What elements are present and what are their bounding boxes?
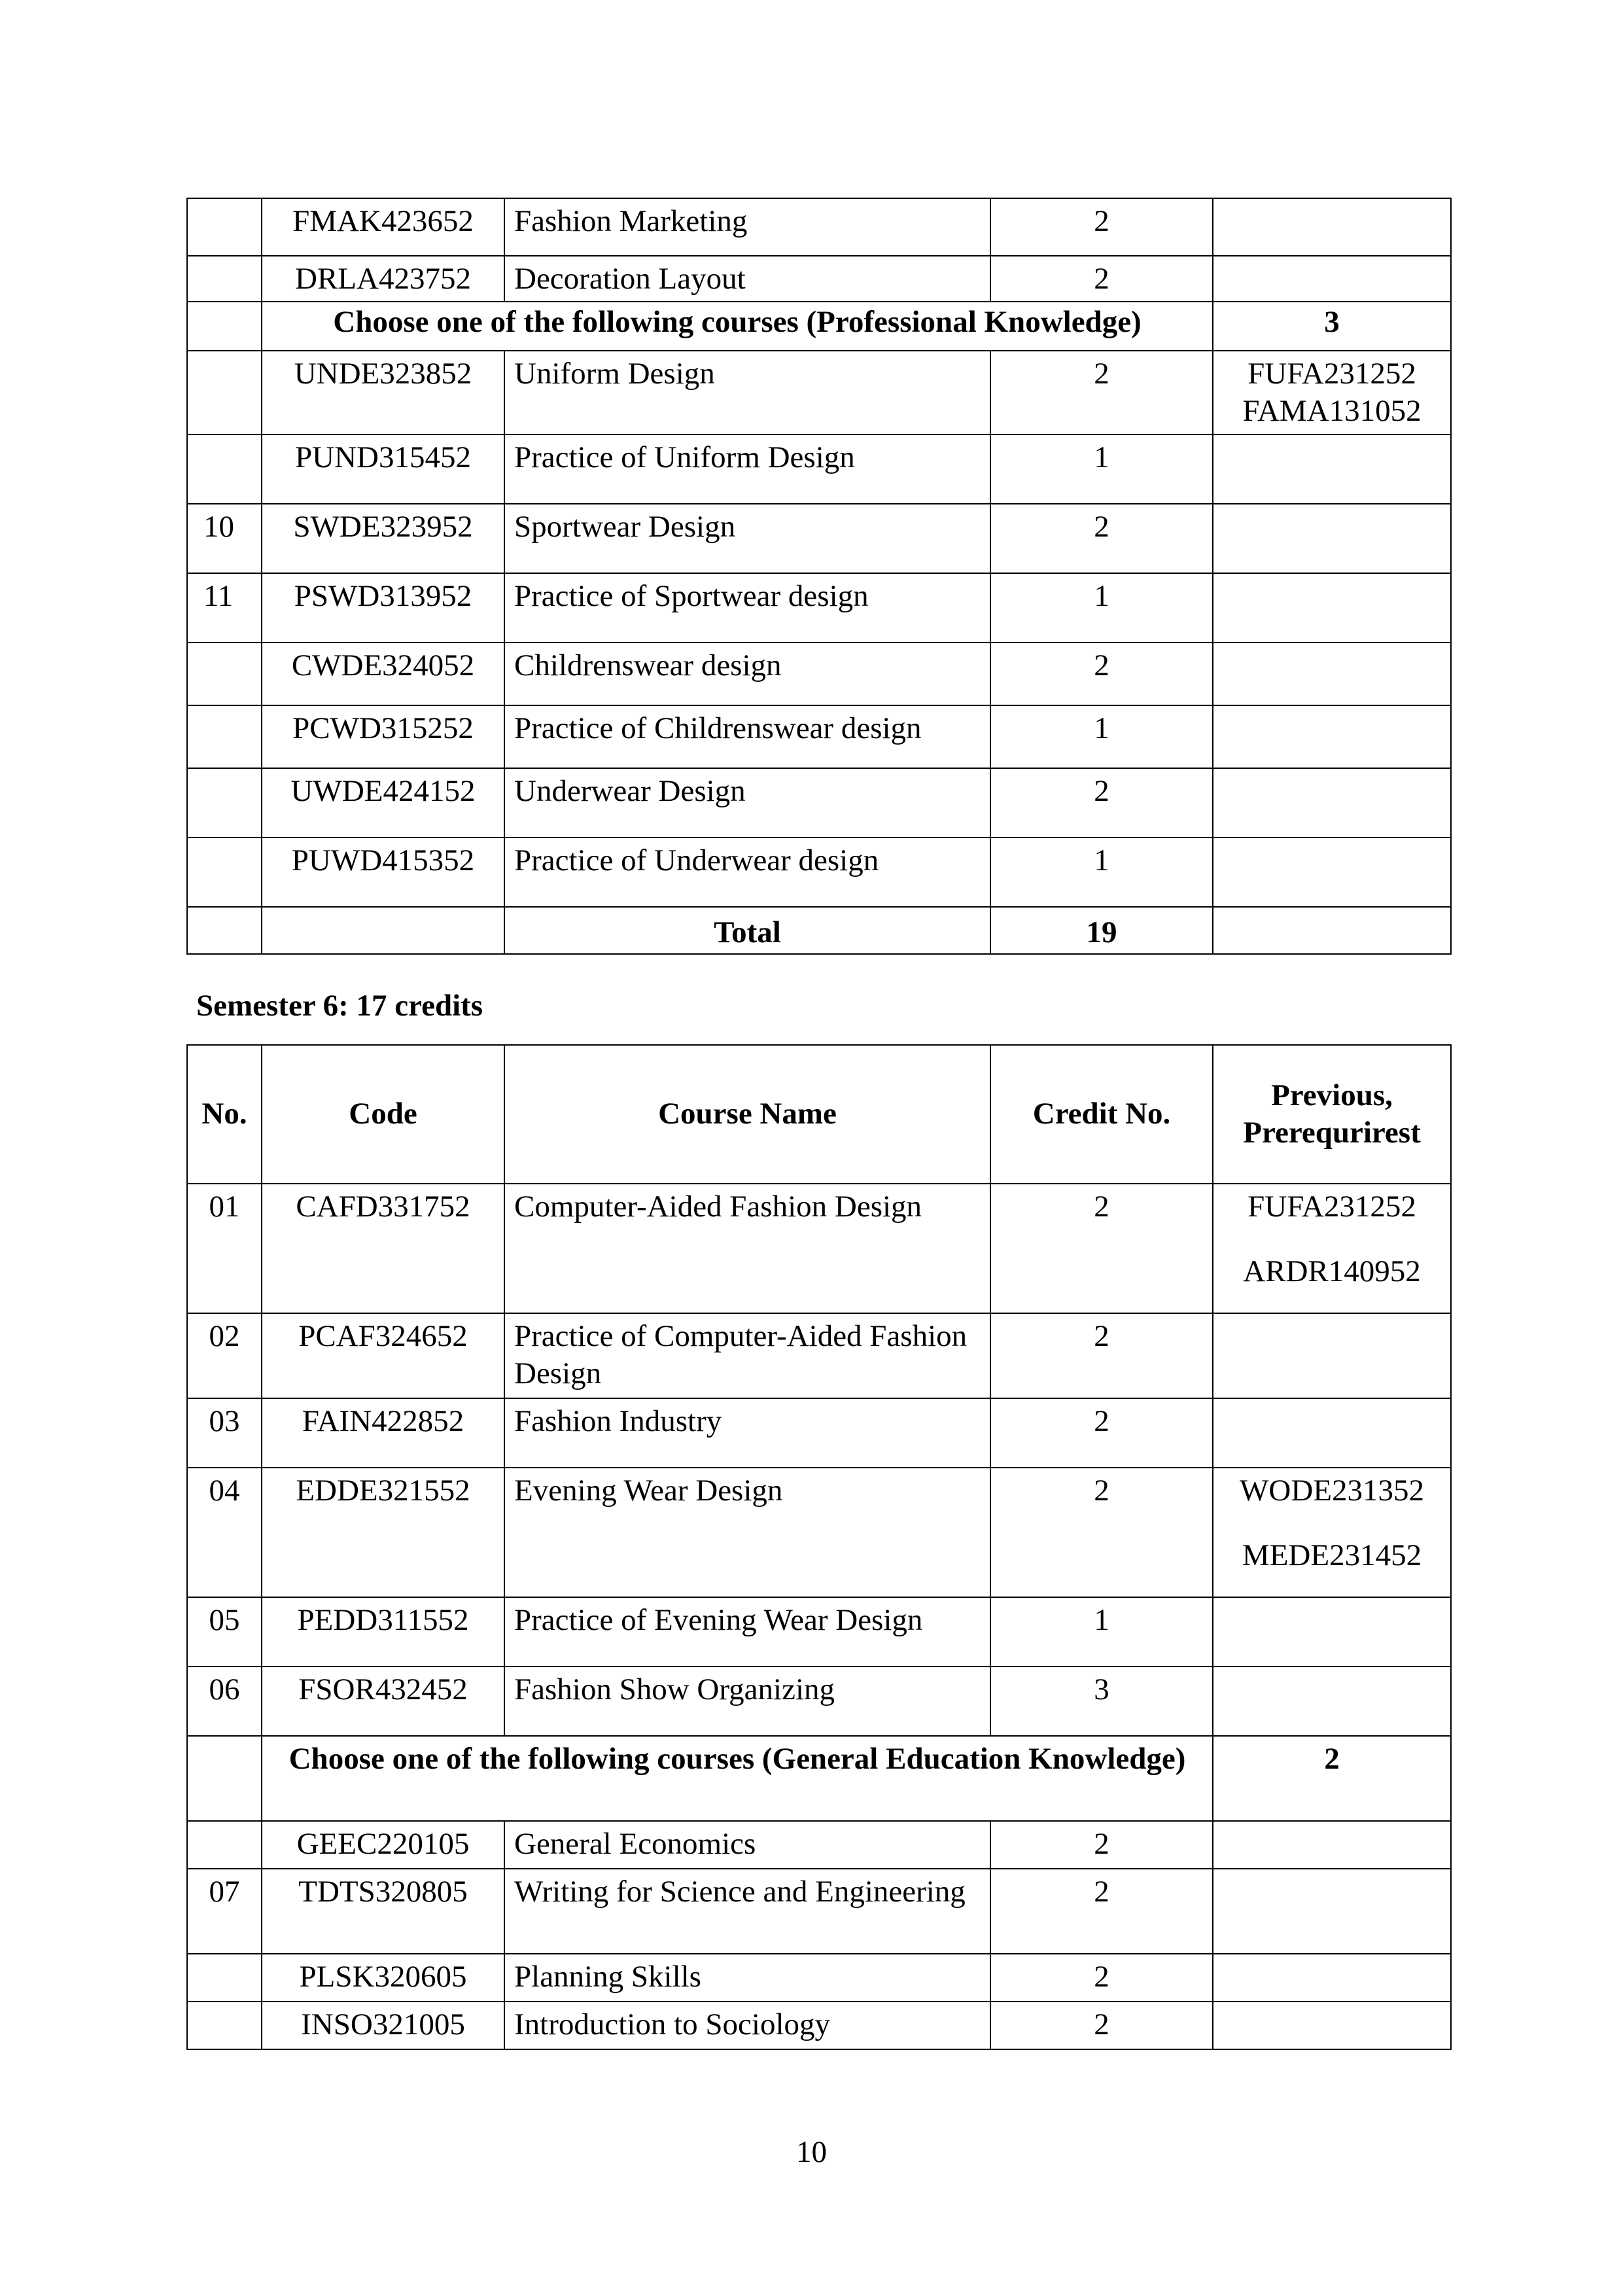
- course-credit: 1: [990, 838, 1213, 907]
- table-row: [187, 198, 1451, 256]
- total-label: Total: [504, 907, 990, 954]
- course-number: 03: [187, 1398, 262, 1468]
- course-credit: 2: [990, 198, 1213, 256]
- course-name: Practice of Uniform Design: [504, 434, 990, 504]
- page-number: 10: [796, 2135, 827, 2169]
- course-credit: 3: [990, 1667, 1213, 1736]
- course-prerequisite: [1213, 838, 1451, 907]
- prerequisite-code: WODE231352: [1240, 1474, 1424, 1508]
- course-credit: 2: [990, 1869, 1213, 1954]
- table-row: [187, 256, 1451, 302]
- table-row: [187, 1869, 1451, 1954]
- course-code: PSWD313952: [262, 573, 504, 643]
- prerequisite-code: FUFA231252: [1248, 1190, 1416, 1224]
- course-code: EDDE321552: [262, 1468, 504, 1597]
- header-credit-no: Credit No.: [990, 1045, 1213, 1184]
- course-number: 07: [187, 1869, 262, 1954]
- course-code: FMAK423652: [262, 198, 504, 256]
- blank-cell: [1213, 907, 1451, 954]
- course-credit: 1: [990, 573, 1213, 643]
- course-prerequisite: [1213, 1313, 1451, 1398]
- course-credit: 1: [990, 705, 1213, 768]
- course-prerequisite: [1213, 1954, 1451, 2002]
- blank-cell: [187, 907, 262, 954]
- table-row: [187, 838, 1451, 907]
- course-name: General Economics: [504, 1821, 990, 1869]
- choose-credit: 2: [1213, 1736, 1451, 1821]
- course-code: INSO321005: [262, 2002, 504, 2049]
- course-prerequisite: [1213, 573, 1451, 643]
- course-prerequisite: [1213, 351, 1451, 434]
- course-credit: 2: [990, 1821, 1213, 1869]
- course-credit: 2: [990, 1398, 1213, 1468]
- header-course-name: Course Name: [504, 1045, 990, 1184]
- course-credit: 1: [990, 434, 1213, 504]
- choose-row: [187, 302, 1451, 351]
- table-row: [187, 705, 1451, 768]
- course-name: Uniform Design: [504, 351, 990, 434]
- course-code: SWDE323952: [262, 504, 504, 573]
- table-row: [187, 1954, 1451, 2002]
- course-credit: 2: [990, 504, 1213, 573]
- course-prerequisite: [1213, 705, 1451, 768]
- course-credit: 1: [990, 1597, 1213, 1667]
- course-number: 01: [187, 1184, 262, 1313]
- course-code: PUND315452: [262, 434, 504, 504]
- header-no: No.: [187, 1045, 262, 1184]
- course-credit: 2: [990, 1184, 1213, 1313]
- table-row: [187, 643, 1451, 705]
- table-row: [187, 351, 1451, 434]
- course-name: Fashion Marketing: [504, 198, 990, 256]
- course-number: 02: [187, 1313, 262, 1398]
- course-number: [187, 256, 262, 302]
- choose-credit: 3: [1213, 302, 1451, 351]
- choose-row: [187, 1736, 1451, 1821]
- semester-6-title: Semester 6: 17 credits: [196, 989, 483, 1023]
- table-row: [187, 1667, 1451, 1736]
- course-name: Practice of Sportwear design: [504, 573, 990, 643]
- course-code: CAFD331752: [262, 1184, 504, 1313]
- course-name: Childrenswear design: [504, 643, 990, 705]
- course-prerequisite: [1213, 2002, 1451, 2049]
- course-name: Practice of Underwear design: [504, 838, 990, 907]
- course-code: PCWD315252: [262, 705, 504, 768]
- course-number: [187, 838, 262, 907]
- course-prerequisite: [1213, 1869, 1451, 1954]
- course-code: PUWD415352: [262, 838, 504, 907]
- blank-cell: [187, 302, 262, 351]
- choose-one-label: Choose one of the following courses (General Education Knowledge): [262, 1736, 1213, 1821]
- table-row: [187, 1468, 1451, 1597]
- table-row: [187, 1597, 1451, 1667]
- prerequisite-code: MEDE231452: [1242, 1538, 1422, 1573]
- course-code: UNDE323852: [262, 351, 504, 434]
- semester6-courses-table: [186, 1044, 1452, 2050]
- table-row: [187, 573, 1451, 643]
- course-code: UWDE424152: [262, 768, 504, 838]
- course-number: 11: [187, 573, 262, 643]
- blank-cell: [262, 907, 504, 954]
- course-prerequisite: [1213, 1667, 1451, 1736]
- course-name: Underwear Design: [504, 768, 990, 838]
- course-name: Writing for Science and Engineering: [504, 1869, 990, 1954]
- course-code: FSOR432452: [262, 1667, 504, 1736]
- course-code: PLSK320605: [262, 1954, 504, 2002]
- course-prerequisite: [1213, 1184, 1451, 1313]
- header-row: [187, 1045, 1451, 1184]
- course-prerequisite: [1213, 1597, 1451, 1667]
- course-number: [187, 705, 262, 768]
- course-prerequisite: [1213, 1821, 1451, 1869]
- course-code: TDTS320805: [262, 1869, 504, 1954]
- course-credit: 2: [990, 1313, 1213, 1398]
- blank-cell: [187, 1736, 262, 1821]
- course-prerequisite: [1213, 434, 1451, 504]
- course-code: CWDE324052: [262, 643, 504, 705]
- course-name: Planning Skills: [504, 1954, 990, 2002]
- course-credit: 2: [990, 768, 1213, 838]
- header-code: Code: [262, 1045, 504, 1184]
- course-number: 10: [187, 504, 262, 573]
- course-number: 06: [187, 1667, 262, 1736]
- header-prerequisite-line2: Prerequrirest: [1243, 1116, 1421, 1150]
- course-prerequisite: [1213, 643, 1451, 705]
- course-name: Computer-Aided Fashion Design: [504, 1184, 990, 1313]
- course-credit: 2: [990, 256, 1213, 302]
- course-number: 04: [187, 1468, 262, 1597]
- prerequisite-code: FAMA131052: [1242, 394, 1422, 429]
- total-row: [187, 907, 1451, 954]
- table-row: [187, 1398, 1451, 1468]
- course-number: 05: [187, 1597, 262, 1667]
- table-row: [187, 1184, 1451, 1313]
- course-number: [187, 351, 262, 434]
- course-credit: 2: [990, 2002, 1213, 2049]
- course-code: GEEC220105: [262, 1821, 504, 1869]
- prerequisite-code: FUFA231252: [1248, 357, 1416, 391]
- course-prerequisite: [1213, 1468, 1451, 1597]
- course-number: [187, 198, 262, 256]
- semester5-courses-table: [186, 198, 1452, 955]
- course-prerequisite: [1213, 256, 1451, 302]
- course-name: Practice of Computer-Aided Fashion Design: [504, 1313, 990, 1398]
- table-row: [187, 768, 1451, 838]
- table-row: [187, 504, 1451, 573]
- course-prerequisite: [1213, 1398, 1451, 1468]
- table-row: [187, 1821, 1451, 1869]
- course-name: Decoration Layout: [504, 256, 990, 302]
- course-number: [187, 434, 262, 504]
- course-name: Fashion Show Organizing: [504, 1667, 990, 1736]
- course-code: DRLA423752: [262, 256, 504, 302]
- header-prerequisite-line1: Previous,: [1271, 1078, 1393, 1112]
- course-name: Evening Wear Design: [504, 1468, 990, 1597]
- prerequisite-code: ARDR140952: [1243, 1254, 1421, 1289]
- course-credit: 2: [990, 643, 1213, 705]
- course-code: PEDD311552: [262, 1597, 504, 1667]
- course-name: Fashion Industry: [504, 1398, 990, 1468]
- course-number: [187, 2002, 262, 2049]
- course-credit: 2: [990, 1468, 1213, 1597]
- course-credit: 2: [990, 351, 1213, 434]
- course-code: PCAF324652: [262, 1313, 504, 1398]
- course-number: [187, 1821, 262, 1869]
- course-name: Practice of Childrenswear design: [504, 705, 990, 768]
- table-row: [187, 1313, 1451, 1398]
- course-code: FAIN422852: [262, 1398, 504, 1468]
- course-number: [187, 1954, 262, 2002]
- course-name: Practice of Evening Wear Design: [504, 1597, 990, 1667]
- total-value: 19: [990, 907, 1213, 954]
- header-prerequisite: [1213, 1045, 1451, 1184]
- table-row: [187, 434, 1451, 504]
- course-number: [187, 768, 262, 838]
- course-number: [187, 643, 262, 705]
- course-prerequisite: [1213, 768, 1451, 838]
- course-prerequisite: [1213, 504, 1451, 573]
- course-name: Sportwear Design: [504, 504, 990, 573]
- course-prerequisite: [1213, 198, 1451, 256]
- course-name: Introduction to Sociology: [504, 2002, 990, 2049]
- course-credit: 2: [990, 1954, 1213, 2002]
- choose-one-label: Choose one of the following courses (Professional Knowledge): [262, 302, 1213, 351]
- table-row: [187, 2002, 1451, 2049]
